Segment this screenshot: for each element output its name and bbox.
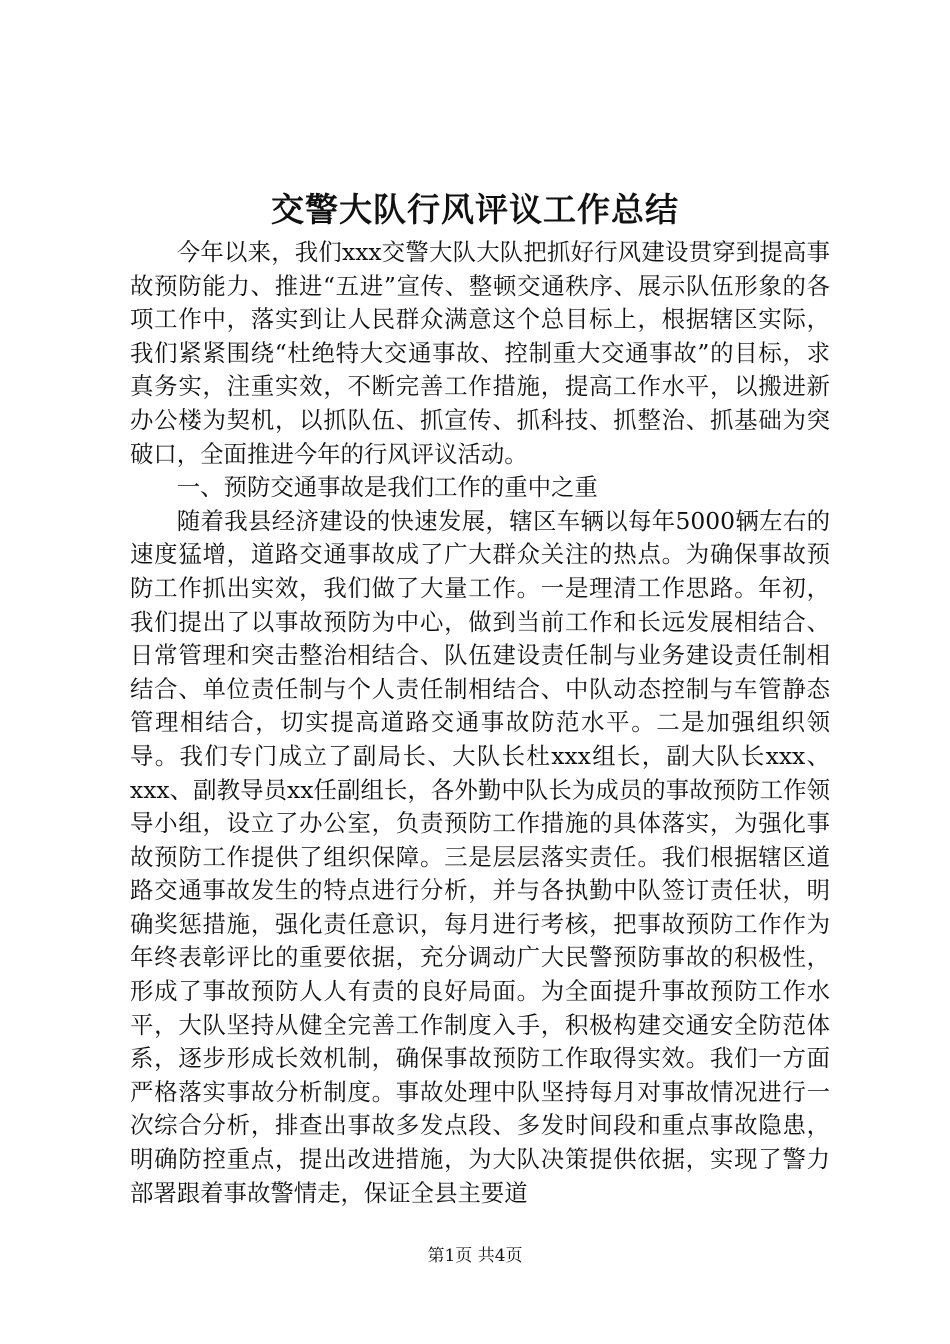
section-heading-1: 一、预防交通事故是我们工作的重中之重 [176,473,598,502]
page-footer: 第1页 共4页 [427,1246,523,1266]
document-body [130,236,830,1210]
paragraph-intro: 今年以来，我们xxx交警大队大队把抓好行风建设贯穿到提高事故预防能力、推进“五进”宣传、整顿交通秩序、展示队伍形象的各项工作中，落实到让人民群众满意这个总目标上，根据辖区实际，我们紧紧围绕“杜绝特大交通事故、控制重大交通事故”的目标，求真务实，注重实效，不断完善工作措施，提高工作水平，以搬进新办公楼为契机，以抓队伍、抓宣传、抓科技、抓整治、抓基础为突破口，全面推进今年的行风评议活动。 [130,238,830,468]
paragraph-section-1: 随着我县经济建设的快速发展，辖区车辆以每年5000辆左右的速度猛增，道路交通事故成了广大群众关注的热点。为确保事故预防工作抓出实效，我们做了大量工作。一是理清工作思路。年初，我们提出了以事故预防为中心，做到当前工作和长远发展相结合、日常管理和突击整治相结合、队伍建设责任制与业务建设责任制相结合、单位责任制与个人责任制相结合、中队动态控制与车管静态管理相结合，切实提高道路交通事故防范水平。二是加强组织领导。我们专门成立了副局长、大队长杜xxx组长，副大队长xxx、xxx、副教导员xx任副组长，各外勤中队长为成员的事故预防工作领导小组，设立了办公室，负责预防工作措施的具体落实，为强化事故预防工作提供了组织保障。三是层层落实责任。我们根据辖区道路交通事故发生的特点进行分析，并与各执勤中队签订责任状，明确奖惩措施，强化责任意识，每月进行考核，把事故预防工作作为年终表彰评比的重要依据，充分调动广大民警预防事故的积极性，形成了事故预防人人有责的良好局面。为全面提升事故预防工作水平，大队坚持从健全完善工作制度入手，积极构建交通安全防范体系，逐步形成长效机制，确保事故预防工作取得实效。我们一方面严格落实事故分析制度。事故处理中队坚持每月对事故情况进行一次综合分析，排查出事故多发点段、多发时间段和重点事故隐患，明确防控重点，提出改进措施，为大队决策提供依据，实现了警力部署跟着事故警情走，保证全县主要道 [130,506,830,1207]
document-title: 交警大队行风评议工作总结 [271,190,679,229]
